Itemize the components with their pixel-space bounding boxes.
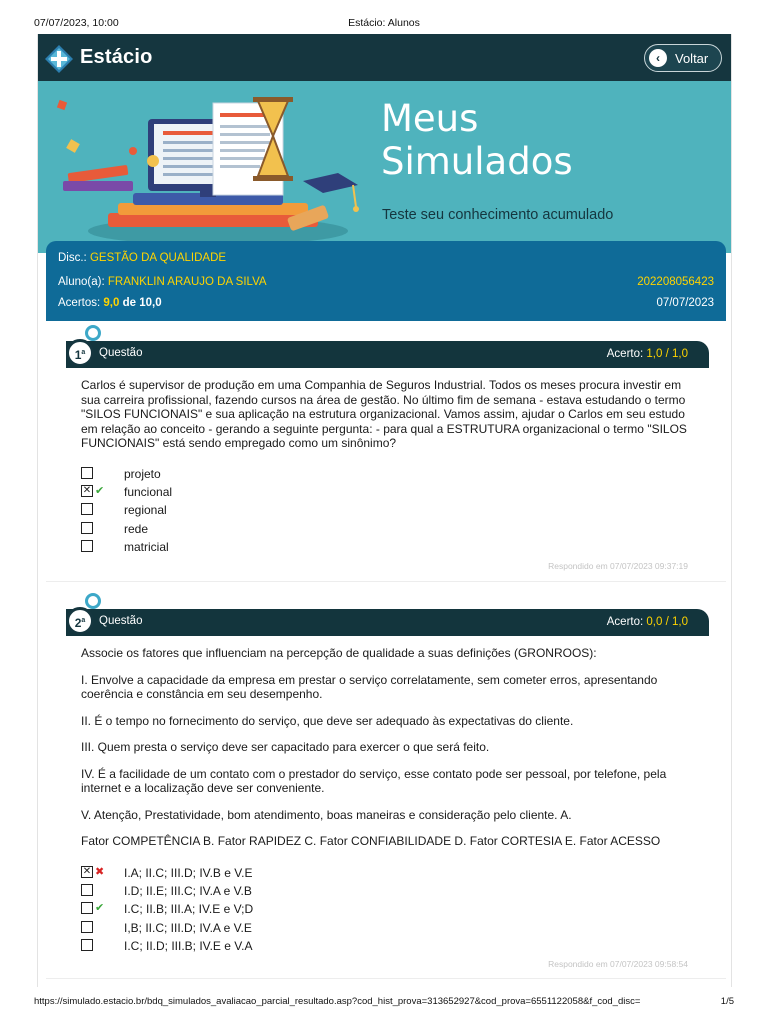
question-2-paragraph: Fator COMPETÊNCIA B. Fator RAPIDEZ C. Fator CONFIABILIDADE D. Fator CORTESIA E. Fator ACESSO	[81, 834, 661, 848]
chevron-left-icon: ‹	[649, 49, 667, 67]
question-1-number: 1$^a$	[66, 339, 94, 367]
question-1-score: Acerto: 1,0 / 1,0	[606, 348, 688, 360]
question-2-paragraph: I. Envolve a capacidade da empresa em prestar o serviço correlatamente, sem cometer erros, apresentando coerência e constância em seu desempenho.	[81, 672, 658, 701]
question-2-option[interactable]: I,B; II.C; III.D; IV.A e V.E	[81, 921, 681, 939]
student-name: FRANKLIN ARAUJO DA SILVA	[107, 276, 267, 288]
question-2-label: Questão	[99, 615, 143, 627]
question-1-option[interactable]: regional	[81, 503, 681, 521]
question-1-option[interactable]: projeto	[81, 467, 681, 485]
question-2-paragraph: III. Quem presta o serviço deve ser capacitado para exercer o que será feito.	[81, 740, 490, 754]
student-id: 202208056423	[637, 276, 714, 288]
hits-total: de 10,0	[122, 297, 162, 309]
option-checkbox[interactable]	[81, 540, 93, 552]
question-1-label: Questão	[99, 347, 143, 359]
back-button[interactable]	[644, 44, 722, 72]
divider	[46, 978, 726, 979]
question-2-option[interactable]: I.C; II.D; III.B; IV.E e V.A	[81, 939, 681, 957]
option-checkbox[interactable]	[81, 939, 93, 951]
study-illustration	[38, 81, 368, 253]
question-2-option[interactable]: ✔ I.C; II.B; III.A; IV.E e V;D	[81, 902, 681, 920]
question-2-number: 2$^a$	[66, 607, 94, 635]
option-checkbox-checked[interactable]: ✕	[82, 866, 92, 877]
correct-check-icon: ✔	[95, 485, 105, 498]
discipline-label: Disc.:	[58, 252, 87, 264]
option-checkbox[interactable]	[81, 522, 93, 534]
question-2-header	[66, 609, 709, 636]
back-button-label: Voltar	[675, 51, 709, 66]
exam-date: 07/07/2023	[656, 297, 714, 309]
question-bubble-icon	[85, 593, 101, 609]
hero-subtitle: Teste seu conhecimento acumulado	[382, 207, 614, 223]
exam-info-panel	[46, 241, 726, 321]
question-2-paragraph: Associe os fatores que influenciam na percepção de qualidade a suas definições (GRONROOS):	[81, 646, 597, 660]
print-footer	[34, 996, 734, 1010]
option-checkbox-checked[interactable]: ✕	[82, 485, 92, 497]
question-2-paragraph: IV. É a facilidade de um contato com o prestador do serviço, esse contato pode ser pessoal, por telefone, pela internet e a localização deve ser conveniente.	[81, 766, 667, 795]
student-label: Aluno(a):	[58, 276, 105, 288]
discipline-row	[58, 252, 714, 268]
hits-row	[58, 297, 714, 313]
question-2-paragraph: V. Atenção, Prestatividade, bom atendimento, boas maneiras e consideração pelo cliente. A.	[81, 807, 572, 822]
hero-title-line2: Simulados	[381, 140, 573, 183]
option-checkbox[interactable]	[81, 467, 93, 479]
hero-title-line1: Meus	[381, 97, 479, 140]
correct-check-icon: ✔	[95, 902, 105, 915]
question-2-paragraph: II. É o tempo no fornecimento do serviço, que deve ser adequado às expectativas do cliente.	[81, 713, 574, 728]
print-page-counter: 1/5	[720, 996, 734, 1007]
question-2-options	[81, 866, 681, 957]
option-checkbox[interactable]	[81, 503, 93, 515]
top-navigation-bar	[38, 34, 731, 81]
print-datetime: 07/07/2023, 10:00	[34, 17, 119, 29]
question-1-header	[66, 341, 709, 368]
question-1-options	[81, 467, 681, 558]
question-1-option[interactable]: ✕ ✔ funcional	[82, 485, 173, 500]
question-1-option[interactable]: matricial	[81, 540, 681, 558]
wrong-x-icon: ✖	[95, 866, 105, 878]
hero-title	[381, 97, 573, 183]
print-header	[34, 17, 734, 31]
question-2-answered-at: Respondido em 07/07/2023 09:58:54	[548, 959, 688, 969]
question-1-paragraph: Carlos é supervisor de produção em uma Companhia de Seguros Industrial. Todos os meses procura investir em sua carreira profissional, fazendo cursos na área de gestão. No último fim de semana - estava estudando o termo "SILOS FUNCIONAIS" e sua aplicação na estrutura organizacional. Vamos assim, ajudar o Carlos em seu estudo em relação ao conceito - gerando a seguinte pergunta: - para qual a ESTRUTURA organizacional o termo "SILOS FUNCIONAIS" está sendo empregado como um sinônimo?	[81, 378, 687, 450]
hero-banner	[38, 81, 731, 253]
hits-label: Acertos:	[58, 297, 101, 309]
question-1-option[interactable]: rede	[81, 522, 681, 540]
question-2-option[interactable]: ✕ ✖ I.A; II.C; III.D; IV.B e V.E	[82, 866, 253, 880]
question-bubble-icon	[85, 325, 101, 341]
print-url: https://simulado.estacio.br/bdq_simulados_avaliacao_parcial_resultado.asp?cod_hist_prova=313652927&cod_prova=6551122058&f_cod_disc=	[34, 996, 641, 1007]
student-row	[58, 276, 714, 292]
discipline-value: GESTÃO DA QUALIDADE	[89, 252, 227, 264]
question-1-answered-at: Respondido em 07/07/2023 09:37:19	[548, 561, 688, 571]
exam-result-page	[37, 34, 732, 987]
logo-text: Estácio	[80, 46, 153, 68]
estacio-plus-icon	[44, 44, 74, 74]
question-2-text	[81, 646, 696, 861]
question-2-option[interactable]: I.D; II.E; III.C; IV.A e V.B	[81, 884, 681, 902]
divider	[46, 581, 726, 582]
print-page-title: Estácio: Alunos	[348, 17, 420, 29]
option-checkbox[interactable]	[81, 902, 93, 914]
option-checkbox[interactable]	[81, 884, 93, 896]
hits-value: 9,0	[103, 297, 120, 309]
question-1-text	[81, 378, 696, 463]
option-checkbox[interactable]	[81, 921, 93, 933]
question-2-score: Acerto: 0,0 / 1,0	[606, 616, 688, 628]
